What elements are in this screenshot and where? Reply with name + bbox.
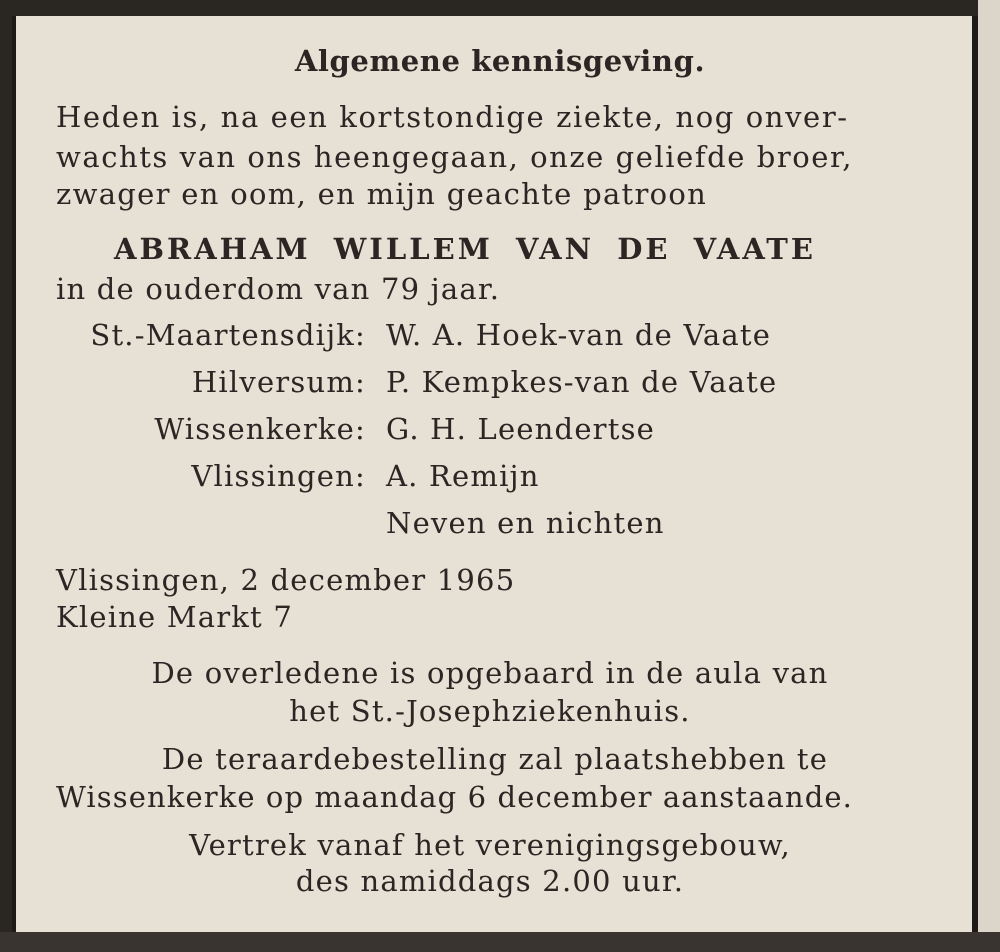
relative-name-2: P. Kempkes-van de Vaate (386, 365, 778, 399)
laid-out-line-1: De overledene is opgebaard in de aula van (151, 656, 829, 690)
paper-edge-right (978, 0, 1000, 952)
address-line: Kleine Markt 7 (56, 600, 293, 634)
date-line: Vlissingen, 2 december 1965 (56, 563, 516, 597)
notice-heading: Algemene kennisgeving. (294, 44, 706, 78)
intro-line-2: wachts van ons heengegaan, onze geliefde broer, (56, 140, 853, 174)
deceased-name: ABRAHAM WILLEM VAN DE VAATE (114, 232, 816, 266)
intro-line-3: zwager en oom, en mijn geachte patroon (56, 177, 708, 211)
relative-place-1: St.-Maartensdijk: (90, 318, 366, 352)
burial-line-2: Wissenkerke op maandag 6 december aanstaande. (56, 780, 853, 814)
intro-line-1: Heden is, na een kortstondige ziekte, nog onver- (56, 100, 849, 134)
relative-name-1: W. A. Hoek-van de Vaate (386, 318, 772, 352)
relative-name-3: G. H. Leendertse (386, 412, 656, 446)
age-line: in de ouderdom van 79 jaar. (56, 272, 501, 306)
nephews-nieces: Neven en nichten (386, 506, 665, 540)
paper-edge-bottom (0, 932, 1000, 952)
departure-line-2: des namiddags 2.00 uur. (295, 864, 685, 898)
relative-place-3: Wissenkerke: (154, 412, 366, 446)
relative-place-4: Vlissingen: (191, 459, 366, 493)
laid-out-line-2: het St.-Josephziekenhuis. (289, 694, 691, 728)
burial-line-1: De teraardebestelling zal plaatshebben te (161, 742, 829, 776)
departure-line-1: Vertrek vanaf het verenigingsgebouw, (189, 828, 791, 862)
relative-name-4: A. Remijn (386, 459, 540, 493)
relative-place-2: Hilversum: (191, 365, 366, 399)
